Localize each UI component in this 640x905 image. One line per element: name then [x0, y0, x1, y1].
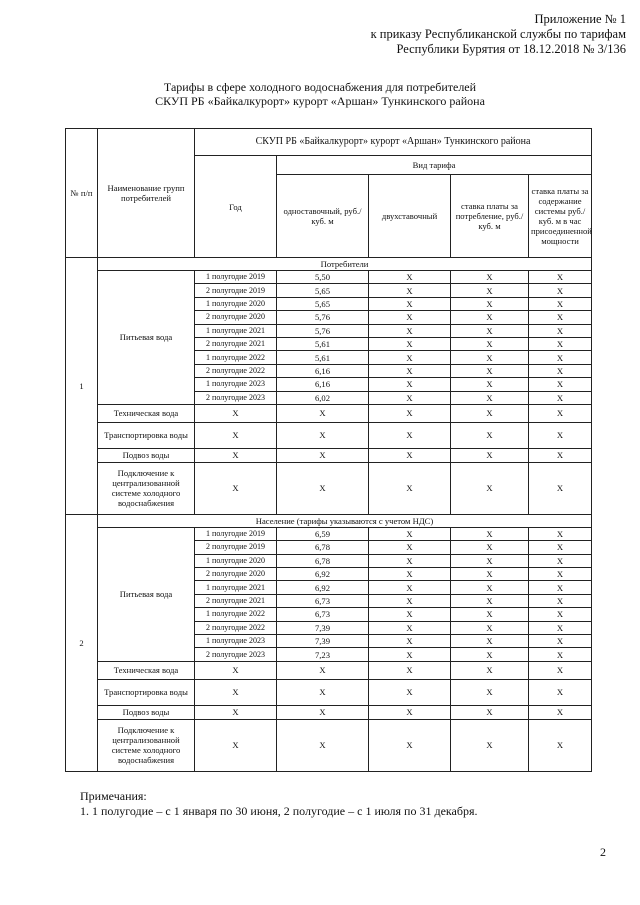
single-rate-cell: 5,61: [277, 351, 369, 364]
single-rate-cell: 5,50: [277, 271, 369, 284]
na-cell: Х: [277, 448, 369, 462]
na-cell: Х: [451, 284, 529, 297]
appendix-line-3: Республики Бурятия от 18.12.2018 № 3/136: [396, 42, 626, 56]
na-cell: Х: [369, 422, 451, 448]
na-cell: Х: [451, 462, 529, 514]
table-row: [66, 705, 592, 719]
period-cell: 1 полугодие 2020: [195, 554, 277, 567]
na-cell: Х: [451, 568, 529, 581]
na-cell: Х: [369, 679, 451, 705]
na-cell: Х: [369, 311, 451, 324]
na-cell: Х: [369, 608, 451, 621]
table-row: [66, 527, 592, 540]
na-cell: Х: [369, 284, 451, 297]
table-row: [66, 462, 592, 514]
na-cell: Х: [369, 337, 451, 350]
section-label: Население (тарифы указываются с учетом НДС): [98, 514, 592, 527]
notes: [80, 789, 478, 819]
drinking-water-label: Питьевая вода: [98, 527, 195, 661]
section-label: Потребители: [98, 258, 592, 271]
na-cell: Х: [369, 719, 451, 771]
na-cell: Х: [451, 621, 529, 634]
na-cell: Х: [369, 378, 451, 391]
table-row: [66, 404, 592, 422]
section-number: 1: [66, 258, 98, 515]
na-cell: Х: [369, 462, 451, 514]
na-cell: Х: [195, 422, 277, 448]
single-rate-cell: 5,65: [277, 284, 369, 297]
single-rate-cell: 6,02: [277, 391, 369, 404]
org-header: СКУП РБ «Байкалкурорт» курорт «Аршан» Тункинского района: [195, 129, 592, 156]
period-cell: 2 полугодие 2020: [195, 311, 277, 324]
na-cell: Х: [369, 324, 451, 337]
single-rate-cell: 7,23: [277, 648, 369, 661]
na-cell: Х: [529, 448, 592, 462]
na-cell: Х: [451, 351, 529, 364]
page-number: 2: [600, 845, 606, 859]
period-cell: 2 полугодие 2020: [195, 568, 277, 581]
na-cell: Х: [529, 554, 592, 567]
na-cell: Х: [451, 719, 529, 771]
na-cell: Х: [451, 297, 529, 310]
period-cell: 2 полугодие 2021: [195, 337, 277, 350]
na-cell: Х: [369, 351, 451, 364]
tariff-table: [65, 128, 592, 772]
period-cell: 1 полугодие 2021: [195, 581, 277, 594]
single-rate-cell: 6,92: [277, 568, 369, 581]
na-cell: Х: [369, 448, 451, 462]
single-rate-cell: 5,61: [277, 337, 369, 350]
na-cell: Х: [451, 635, 529, 648]
na-cell: Х: [529, 378, 592, 391]
na-cell: Х: [369, 297, 451, 310]
period-cell: 2 полугодие 2023: [195, 648, 277, 661]
period-cell: 1 полугодие 2022: [195, 608, 277, 621]
tariff-table-body: [66, 129, 592, 772]
col-double-header: двухставочный: [369, 175, 451, 258]
na-cell: Х: [451, 527, 529, 540]
na-cell: Х: [277, 661, 369, 679]
na-cell: Х: [195, 661, 277, 679]
na-cell: Х: [529, 541, 592, 554]
col-group-header: Наименование групп потребителей: [98, 129, 195, 258]
na-cell: Х: [529, 422, 592, 448]
na-cell: Х: [451, 391, 529, 404]
drinking-water-label: Питьевая вода: [98, 271, 195, 405]
na-cell: Х: [529, 679, 592, 705]
group-name-cell: Подключение к централизованной системе холодного водоснабжения: [98, 462, 195, 514]
period-cell: 2 полугодие 2019: [195, 284, 277, 297]
na-cell: Х: [529, 594, 592, 607]
na-cell: Х: [369, 661, 451, 679]
na-cell: Х: [195, 719, 277, 771]
single-rate-cell: 5,76: [277, 324, 369, 337]
na-cell: Х: [451, 661, 529, 679]
na-cell: Х: [451, 324, 529, 337]
single-rate-cell: 5,76: [277, 311, 369, 324]
na-cell: Х: [195, 705, 277, 719]
col-num-header: № п/п: [66, 129, 98, 258]
na-cell: Х: [451, 581, 529, 594]
period-cell: 1 полугодие 2019: [195, 271, 277, 284]
na-cell: Х: [529, 391, 592, 404]
na-cell: Х: [277, 679, 369, 705]
na-cell: Х: [369, 568, 451, 581]
single-rate-cell: 6,59: [277, 527, 369, 540]
period-cell: 1 полугодие 2023: [195, 635, 277, 648]
na-cell: Х: [277, 404, 369, 422]
na-cell: Х: [529, 324, 592, 337]
na-cell: Х: [529, 351, 592, 364]
na-cell: Х: [529, 719, 592, 771]
notes-item-1: 1. 1 полугодие – с 1 января по 30 июня, 2 полугодие – с 1 июля по 31 декабря.: [80, 804, 478, 818]
na-cell: Х: [529, 581, 592, 594]
na-cell: Х: [529, 635, 592, 648]
section-label-row: [66, 258, 592, 271]
na-cell: Х: [369, 594, 451, 607]
period-cell: 1 полугодие 2022: [195, 351, 277, 364]
na-cell: Х: [369, 648, 451, 661]
period-cell: 2 полугодие 2021: [195, 594, 277, 607]
na-cell: Х: [277, 719, 369, 771]
na-cell: Х: [195, 404, 277, 422]
single-rate-cell: 6,16: [277, 378, 369, 391]
period-cell: 2 полугодие 2022: [195, 364, 277, 377]
na-cell: Х: [451, 311, 529, 324]
single-rate-cell: 5,65: [277, 297, 369, 310]
na-cell: Х: [195, 448, 277, 462]
appendix-line-1: Приложение № 1: [534, 12, 626, 26]
na-cell: Х: [451, 541, 529, 554]
table-row: [66, 661, 592, 679]
title-line-2: СКУП РБ «Байкалкурорт» курорт «Аршан» Тункинского района: [155, 94, 485, 108]
table-row: [66, 719, 592, 771]
na-cell: Х: [451, 422, 529, 448]
na-cell: Х: [451, 705, 529, 719]
single-rate-cell: 6,73: [277, 608, 369, 621]
na-cell: Х: [277, 422, 369, 448]
na-cell: Х: [451, 364, 529, 377]
na-cell: Х: [369, 391, 451, 404]
na-cell: Х: [369, 705, 451, 719]
na-cell: Х: [369, 554, 451, 567]
group-name-cell: Транспортировка воды: [98, 422, 195, 448]
single-rate-cell: 6,78: [277, 554, 369, 567]
na-cell: Х: [195, 462, 277, 514]
table-row: [66, 271, 592, 284]
single-rate-cell: 6,73: [277, 594, 369, 607]
group-name-cell: Подвоз воды: [98, 705, 195, 719]
period-cell: 2 полугодие 2022: [195, 621, 277, 634]
na-cell: Х: [369, 621, 451, 634]
table-row: [66, 448, 592, 462]
na-cell: Х: [451, 378, 529, 391]
na-cell: Х: [529, 404, 592, 422]
na-cell: Х: [529, 705, 592, 719]
na-cell: Х: [529, 621, 592, 634]
period-cell: 1 полугодие 2023: [195, 378, 277, 391]
na-cell: Х: [277, 462, 369, 514]
na-cell: Х: [529, 462, 592, 514]
group-name-cell: Подключение к централизованной системе холодного водоснабжения: [98, 719, 195, 771]
na-cell: Х: [451, 448, 529, 462]
title-line-1: Тарифы в сфере холодного водоснабжения для потребителей: [163, 80, 477, 94]
na-cell: Х: [529, 648, 592, 661]
na-cell: Х: [451, 608, 529, 621]
na-cell: Х: [369, 404, 451, 422]
group-name-cell: Техническая вода: [98, 404, 195, 422]
notes-heading: Примечания:: [80, 789, 147, 803]
single-rate-cell: 6,92: [277, 581, 369, 594]
na-cell: Х: [451, 554, 529, 567]
na-cell: Х: [451, 404, 529, 422]
single-rate-cell: 7,39: [277, 635, 369, 648]
period-cell: 2 полугодие 2023: [195, 391, 277, 404]
na-cell: Х: [529, 568, 592, 581]
na-cell: Х: [369, 271, 451, 284]
table-row: [66, 679, 592, 705]
section-label-row: [66, 514, 592, 527]
na-cell: Х: [529, 284, 592, 297]
group-name-cell: Подвоз воды: [98, 448, 195, 462]
na-cell: Х: [195, 679, 277, 705]
na-cell: Х: [369, 541, 451, 554]
period-cell: 1 полугодие 2020: [195, 297, 277, 310]
col-capacity-header: ставка платы за содержание системы руб./куб. м в час присоединенной мощности: [529, 175, 592, 258]
na-cell: Х: [529, 311, 592, 324]
na-cell: Х: [451, 679, 529, 705]
group-name-cell: Техническая вода: [98, 661, 195, 679]
na-cell: Х: [451, 648, 529, 661]
section-number: 2: [66, 514, 98, 771]
period-cell: 1 полугодие 2019: [195, 527, 277, 540]
na-cell: Х: [369, 635, 451, 648]
appendix-header: [371, 12, 626, 57]
document-title: [0, 80, 640, 108]
na-cell: Х: [369, 581, 451, 594]
na-cell: Х: [369, 527, 451, 540]
na-cell: Х: [529, 527, 592, 540]
na-cell: Х: [369, 364, 451, 377]
na-cell: Х: [529, 297, 592, 310]
period-cell: 1 полугодие 2021: [195, 324, 277, 337]
single-rate-cell: 6,16: [277, 364, 369, 377]
period-cell: 2 полугодие 2019: [195, 541, 277, 554]
single-rate-cell: 7,39: [277, 621, 369, 634]
na-cell: Х: [529, 661, 592, 679]
col-year-header: Год: [195, 156, 277, 258]
table-row: [66, 422, 592, 448]
na-cell: Х: [277, 705, 369, 719]
tariff-type-header: Вид тарифа: [277, 156, 592, 175]
na-cell: Х: [529, 271, 592, 284]
na-cell: Х: [529, 364, 592, 377]
na-cell: Х: [451, 337, 529, 350]
appendix-line-2: к приказу Республиканской службы по тарифам: [370, 27, 626, 41]
na-cell: Х: [451, 594, 529, 607]
col-consumption-header: ставка платы за потребление, руб./ куб. м: [451, 175, 529, 258]
col-single-header: одноставочный, руб./ куб. м: [277, 175, 369, 258]
group-name-cell: Транспортировка воды: [98, 679, 195, 705]
single-rate-cell: 6,78: [277, 541, 369, 554]
na-cell: Х: [529, 608, 592, 621]
na-cell: Х: [529, 337, 592, 350]
na-cell: Х: [451, 271, 529, 284]
